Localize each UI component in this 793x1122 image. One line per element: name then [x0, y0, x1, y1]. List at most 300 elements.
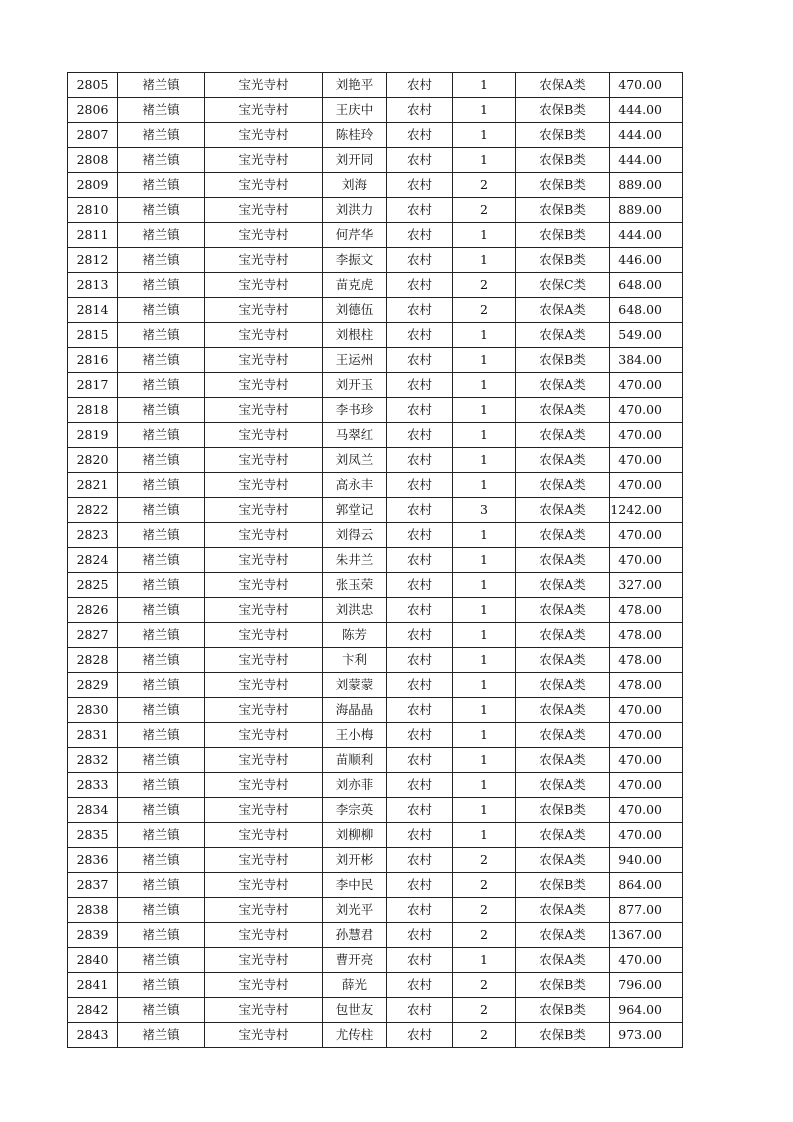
village-cell: 宝光寺村 — [205, 473, 323, 498]
household-type-cell: 农村 — [387, 948, 453, 973]
amount-cell: 327.00 — [610, 573, 683, 598]
name-cell: 李书珍 — [323, 398, 387, 423]
table-row — [68, 773, 683, 798]
insurance-category-cell: 农保C类 — [516, 273, 610, 298]
persons-count-cell: 2 — [453, 848, 516, 873]
village-cell: 宝光寺村 — [205, 973, 323, 998]
persons-count-cell: 1 — [453, 248, 516, 273]
persons-count-cell: 1 — [453, 673, 516, 698]
insurance-category-cell: 农保A类 — [516, 948, 610, 973]
amount-cell: 470.00 — [610, 423, 683, 448]
persons-count-cell: 1 — [453, 748, 516, 773]
serial-number-cell: 2827 — [68, 623, 118, 648]
household-type-cell: 农村 — [387, 148, 453, 173]
household-type-cell: 农村 — [387, 373, 453, 398]
table-row — [68, 623, 683, 648]
persons-count-cell: 1 — [453, 823, 516, 848]
persons-count-cell: 1 — [453, 698, 516, 723]
household-type-cell: 农村 — [387, 973, 453, 998]
household-type-cell: 农村 — [387, 448, 453, 473]
table-row — [68, 698, 683, 723]
insurance-category-cell: 农保A类 — [516, 648, 610, 673]
amount-cell: 549.00 — [610, 323, 683, 348]
amount-cell: 796.00 — [610, 973, 683, 998]
table-row — [68, 448, 683, 473]
records-table — [67, 72, 683, 1048]
name-cell: 海晶晶 — [323, 698, 387, 723]
persons-count-cell: 1 — [453, 648, 516, 673]
household-type-cell: 农村 — [387, 723, 453, 748]
town-cell: 褚兰镇 — [118, 298, 205, 323]
serial-number-cell: 2838 — [68, 898, 118, 923]
serial-number-cell: 2837 — [68, 873, 118, 898]
household-type-cell: 农村 — [387, 798, 453, 823]
town-cell: 褚兰镇 — [118, 98, 205, 123]
persons-count-cell: 1 — [453, 523, 516, 548]
table-row — [68, 548, 683, 573]
insurance-category-cell: 农保B类 — [516, 248, 610, 273]
amount-cell: 470.00 — [610, 748, 683, 773]
household-type-cell: 农村 — [387, 748, 453, 773]
household-type-cell: 农村 — [387, 498, 453, 523]
town-cell: 褚兰镇 — [118, 123, 205, 148]
table-row — [68, 973, 683, 998]
table-row — [68, 898, 683, 923]
persons-count-cell: 1 — [453, 623, 516, 648]
name-cell: 刘开同 — [323, 148, 387, 173]
town-cell: 褚兰镇 — [118, 248, 205, 273]
amount-cell: 940.00 — [610, 848, 683, 873]
insurance-category-cell: 农保A类 — [516, 598, 610, 623]
name-cell: 张玉荣 — [323, 573, 387, 598]
name-cell: 刘洪力 — [323, 198, 387, 223]
serial-number-cell: 2843 — [68, 1023, 118, 1048]
amount-cell: 1242.00 — [610, 498, 683, 523]
household-type-cell: 农村 — [387, 698, 453, 723]
persons-count-cell: 2 — [453, 298, 516, 323]
serial-number-cell: 2824 — [68, 548, 118, 573]
insurance-category-cell: 农保B类 — [516, 998, 610, 1023]
village-cell: 宝光寺村 — [205, 598, 323, 623]
persons-count-cell: 1 — [453, 398, 516, 423]
insurance-category-cell: 农保A类 — [516, 898, 610, 923]
persons-count-cell: 2 — [453, 173, 516, 198]
table-row — [68, 498, 683, 523]
insurance-category-cell: 农保A类 — [516, 398, 610, 423]
persons-count-cell: 1 — [453, 948, 516, 973]
village-cell: 宝光寺村 — [205, 748, 323, 773]
town-cell: 褚兰镇 — [118, 873, 205, 898]
household-type-cell: 农村 — [387, 573, 453, 598]
village-cell: 宝光寺村 — [205, 273, 323, 298]
town-cell: 褚兰镇 — [118, 523, 205, 548]
name-cell: 郭堂记 — [323, 498, 387, 523]
persons-count-cell: 2 — [453, 1023, 516, 1048]
table-row — [68, 523, 683, 548]
village-cell: 宝光寺村 — [205, 898, 323, 923]
village-cell: 宝光寺村 — [205, 73, 323, 98]
name-cell: 陈芳 — [323, 623, 387, 648]
persons-count-cell: 2 — [453, 998, 516, 1023]
amount-cell: 478.00 — [610, 623, 683, 648]
insurance-category-cell: 农保A类 — [516, 623, 610, 648]
insurance-category-cell: 农保B类 — [516, 173, 610, 198]
insurance-category-cell: 农保A类 — [516, 723, 610, 748]
village-cell: 宝光寺村 — [205, 948, 323, 973]
insurance-category-cell: 农保B类 — [516, 223, 610, 248]
name-cell: 刘德伍 — [323, 298, 387, 323]
village-cell: 宝光寺村 — [205, 173, 323, 198]
insurance-category-cell: 农保A类 — [516, 298, 610, 323]
serial-number-cell: 2806 — [68, 98, 118, 123]
table-row — [68, 798, 683, 823]
name-cell: 刘亦菲 — [323, 773, 387, 798]
insurance-category-cell: 农保A类 — [516, 748, 610, 773]
insurance-category-cell: 农保B类 — [516, 198, 610, 223]
amount-cell: 384.00 — [610, 348, 683, 373]
household-type-cell: 农村 — [387, 73, 453, 98]
town-cell: 褚兰镇 — [118, 398, 205, 423]
serial-number-cell: 2836 — [68, 848, 118, 873]
town-cell: 褚兰镇 — [118, 548, 205, 573]
name-cell: 曹开亮 — [323, 948, 387, 973]
village-cell: 宝光寺村 — [205, 498, 323, 523]
table-row — [68, 298, 683, 323]
village-cell: 宝光寺村 — [205, 723, 323, 748]
insurance-category-cell: 农保A类 — [516, 548, 610, 573]
town-cell: 褚兰镇 — [118, 198, 205, 223]
insurance-category-cell: 农保A类 — [516, 698, 610, 723]
amount-cell: 444.00 — [610, 98, 683, 123]
serial-number-cell: 2816 — [68, 348, 118, 373]
name-cell: 朱井兰 — [323, 548, 387, 573]
serial-number-cell: 2825 — [68, 573, 118, 598]
town-cell: 褚兰镇 — [118, 823, 205, 848]
household-type-cell: 农村 — [387, 523, 453, 548]
serial-number-cell: 2842 — [68, 998, 118, 1023]
serial-number-cell: 2811 — [68, 223, 118, 248]
household-type-cell: 农村 — [387, 98, 453, 123]
table-row — [68, 673, 683, 698]
persons-count-cell: 1 — [453, 98, 516, 123]
amount-cell: 444.00 — [610, 148, 683, 173]
town-cell: 褚兰镇 — [118, 1023, 205, 1048]
table-row — [68, 848, 683, 873]
serial-number-cell: 2807 — [68, 123, 118, 148]
table-row — [68, 98, 683, 123]
persons-count-cell: 1 — [453, 148, 516, 173]
amount-cell: 1367.00 — [610, 923, 683, 948]
serial-number-cell: 2813 — [68, 273, 118, 298]
table-row — [68, 348, 683, 373]
name-cell: 王庆中 — [323, 98, 387, 123]
town-cell: 褚兰镇 — [118, 698, 205, 723]
table-row — [68, 823, 683, 848]
village-cell: 宝光寺村 — [205, 923, 323, 948]
serial-number-cell: 2834 — [68, 798, 118, 823]
amount-cell: 973.00 — [610, 1023, 683, 1048]
village-cell: 宝光寺村 — [205, 848, 323, 873]
amount-cell: 470.00 — [610, 798, 683, 823]
amount-cell: 648.00 — [610, 298, 683, 323]
town-cell: 褚兰镇 — [118, 473, 205, 498]
serial-number-cell: 2814 — [68, 298, 118, 323]
name-cell: 刘根柱 — [323, 323, 387, 348]
town-cell: 褚兰镇 — [118, 948, 205, 973]
persons-count-cell: 1 — [453, 123, 516, 148]
insurance-category-cell: 农保B类 — [516, 1023, 610, 1048]
town-cell: 褚兰镇 — [118, 148, 205, 173]
serial-number-cell: 2840 — [68, 948, 118, 973]
table-row — [68, 723, 683, 748]
name-cell: 李中民 — [323, 873, 387, 898]
town-cell: 褚兰镇 — [118, 648, 205, 673]
table-row — [68, 648, 683, 673]
household-type-cell: 农村 — [387, 673, 453, 698]
household-type-cell: 农村 — [387, 198, 453, 223]
serial-number-cell: 2821 — [68, 473, 118, 498]
amount-cell: 864.00 — [610, 873, 683, 898]
amount-cell: 889.00 — [610, 173, 683, 198]
serial-number-cell: 2812 — [68, 248, 118, 273]
persons-count-cell: 2 — [453, 198, 516, 223]
amount-cell: 648.00 — [610, 273, 683, 298]
persons-count-cell: 1 — [453, 723, 516, 748]
insurance-category-cell: 农保B类 — [516, 973, 610, 998]
insurance-category-cell: 农保A类 — [516, 823, 610, 848]
name-cell: 马翠红 — [323, 423, 387, 448]
insurance-category-cell: 农保A类 — [516, 448, 610, 473]
name-cell: 高永丰 — [323, 473, 387, 498]
serial-number-cell: 2831 — [68, 723, 118, 748]
table-body — [68, 73, 683, 1048]
table-row — [68, 873, 683, 898]
persons-count-cell: 2 — [453, 973, 516, 998]
insurance-category-cell: 农保A类 — [516, 73, 610, 98]
serial-number-cell: 2810 — [68, 198, 118, 223]
village-cell: 宝光寺村 — [205, 198, 323, 223]
insurance-category-cell: 农保B类 — [516, 123, 610, 148]
amount-cell: 478.00 — [610, 598, 683, 623]
town-cell: 褚兰镇 — [118, 423, 205, 448]
insurance-category-cell: 农保A类 — [516, 923, 610, 948]
name-cell: 王小梅 — [323, 723, 387, 748]
village-cell: 宝光寺村 — [205, 623, 323, 648]
name-cell: 刘海 — [323, 173, 387, 198]
village-cell: 宝光寺村 — [205, 998, 323, 1023]
persons-count-cell: 1 — [453, 73, 516, 98]
insurance-category-cell: 农保A类 — [516, 498, 610, 523]
table-row — [68, 123, 683, 148]
amount-cell: 877.00 — [610, 898, 683, 923]
table-row — [68, 323, 683, 348]
household-type-cell: 农村 — [387, 773, 453, 798]
household-type-cell: 农村 — [387, 423, 453, 448]
household-type-cell: 农村 — [387, 923, 453, 948]
name-cell: 卞利 — [323, 648, 387, 673]
serial-number-cell: 2823 — [68, 523, 118, 548]
persons-count-cell: 1 — [453, 548, 516, 573]
town-cell: 褚兰镇 — [118, 798, 205, 823]
village-cell: 宝光寺村 — [205, 448, 323, 473]
persons-count-cell: 1 — [453, 223, 516, 248]
table-row — [68, 473, 683, 498]
insurance-category-cell: 农保A类 — [516, 373, 610, 398]
table-row — [68, 598, 683, 623]
household-type-cell: 农村 — [387, 248, 453, 273]
household-type-cell: 农村 — [387, 273, 453, 298]
town-cell: 褚兰镇 — [118, 673, 205, 698]
serial-number-cell: 2841 — [68, 973, 118, 998]
insurance-category-cell: 农保A类 — [516, 773, 610, 798]
amount-cell: 470.00 — [610, 773, 683, 798]
table-row — [68, 248, 683, 273]
table-row — [68, 173, 683, 198]
table-row — [68, 1023, 683, 1048]
amount-cell: 478.00 — [610, 648, 683, 673]
table-row — [68, 398, 683, 423]
serial-number-cell: 2820 — [68, 448, 118, 473]
amount-cell: 446.00 — [610, 248, 683, 273]
household-type-cell: 农村 — [387, 648, 453, 673]
village-cell: 宝光寺村 — [205, 548, 323, 573]
name-cell: 孙慧君 — [323, 923, 387, 948]
table-row — [68, 748, 683, 773]
household-type-cell: 农村 — [387, 473, 453, 498]
serial-number-cell: 2815 — [68, 323, 118, 348]
household-type-cell: 农村 — [387, 173, 453, 198]
amount-cell: 470.00 — [610, 373, 683, 398]
serial-number-cell: 2826 — [68, 598, 118, 623]
household-type-cell: 农村 — [387, 848, 453, 873]
village-cell: 宝光寺村 — [205, 373, 323, 398]
town-cell: 褚兰镇 — [118, 723, 205, 748]
village-cell: 宝光寺村 — [205, 248, 323, 273]
insurance-category-cell: 农保A类 — [516, 473, 610, 498]
household-type-cell: 农村 — [387, 898, 453, 923]
amount-cell: 444.00 — [610, 223, 683, 248]
name-cell: 王运州 — [323, 348, 387, 373]
serial-number-cell: 2830 — [68, 698, 118, 723]
village-cell: 宝光寺村 — [205, 323, 323, 348]
village-cell: 宝光寺村 — [205, 673, 323, 698]
town-cell: 褚兰镇 — [118, 848, 205, 873]
name-cell: 陈桂玲 — [323, 123, 387, 148]
persons-count-cell: 1 — [453, 423, 516, 448]
name-cell: 尤传柱 — [323, 1023, 387, 1048]
town-cell: 褚兰镇 — [118, 73, 205, 98]
serial-number-cell: 2828 — [68, 648, 118, 673]
name-cell: 李振文 — [323, 248, 387, 273]
town-cell: 褚兰镇 — [118, 223, 205, 248]
persons-count-cell: 2 — [453, 898, 516, 923]
table-row — [68, 948, 683, 973]
insurance-category-cell: 农保A类 — [516, 673, 610, 698]
town-cell: 褚兰镇 — [118, 573, 205, 598]
insurance-category-cell: 农保A类 — [516, 573, 610, 598]
amount-cell: 470.00 — [610, 473, 683, 498]
name-cell: 李宗英 — [323, 798, 387, 823]
village-cell: 宝光寺村 — [205, 573, 323, 598]
serial-number-cell: 2829 — [68, 673, 118, 698]
persons-count-cell: 1 — [453, 798, 516, 823]
village-cell: 宝光寺村 — [205, 798, 323, 823]
persons-count-cell: 1 — [453, 448, 516, 473]
insurance-category-cell: 农保A类 — [516, 423, 610, 448]
persons-count-cell: 1 — [453, 473, 516, 498]
household-type-cell: 农村 — [387, 598, 453, 623]
amount-cell: 470.00 — [610, 948, 683, 973]
household-type-cell: 农村 — [387, 548, 453, 573]
table-row — [68, 573, 683, 598]
village-cell: 宝光寺村 — [205, 823, 323, 848]
table-row — [68, 423, 683, 448]
village-cell: 宝光寺村 — [205, 523, 323, 548]
serial-number-cell: 2805 — [68, 73, 118, 98]
village-cell: 宝光寺村 — [205, 223, 323, 248]
table-row — [68, 223, 683, 248]
amount-cell: 470.00 — [610, 698, 683, 723]
name-cell: 刘开玉 — [323, 373, 387, 398]
village-cell: 宝光寺村 — [205, 123, 323, 148]
amount-cell: 470.00 — [610, 548, 683, 573]
name-cell: 刘洪忠 — [323, 598, 387, 623]
town-cell: 褚兰镇 — [118, 923, 205, 948]
persons-count-cell: 1 — [453, 348, 516, 373]
name-cell: 刘开彬 — [323, 848, 387, 873]
insurance-category-cell: 农保B类 — [516, 98, 610, 123]
amount-cell: 964.00 — [610, 998, 683, 1023]
table-row — [68, 998, 683, 1023]
persons-count-cell: 1 — [453, 373, 516, 398]
town-cell: 褚兰镇 — [118, 348, 205, 373]
serial-number-cell: 2808 — [68, 148, 118, 173]
household-type-cell: 农村 — [387, 998, 453, 1023]
name-cell: 刘凤兰 — [323, 448, 387, 473]
household-type-cell: 农村 — [387, 823, 453, 848]
table-row — [68, 198, 683, 223]
table-row — [68, 273, 683, 298]
table-row — [68, 148, 683, 173]
town-cell: 褚兰镇 — [118, 448, 205, 473]
insurance-category-cell: 农保B类 — [516, 348, 610, 373]
town-cell: 褚兰镇 — [118, 773, 205, 798]
village-cell: 宝光寺村 — [205, 398, 323, 423]
village-cell: 宝光寺村 — [205, 298, 323, 323]
village-cell: 宝光寺村 — [205, 98, 323, 123]
name-cell: 何芹华 — [323, 223, 387, 248]
persons-count-cell: 1 — [453, 598, 516, 623]
household-type-cell: 农村 — [387, 223, 453, 248]
serial-number-cell: 2835 — [68, 823, 118, 848]
household-type-cell: 农村 — [387, 873, 453, 898]
amount-cell: 470.00 — [610, 523, 683, 548]
household-type-cell: 农村 — [387, 123, 453, 148]
name-cell: 刘柳柳 — [323, 823, 387, 848]
household-type-cell: 农村 — [387, 298, 453, 323]
serial-number-cell: 2833 — [68, 773, 118, 798]
amount-cell: 444.00 — [610, 123, 683, 148]
town-cell: 褚兰镇 — [118, 748, 205, 773]
town-cell: 褚兰镇 — [118, 598, 205, 623]
household-type-cell: 农村 — [387, 398, 453, 423]
insurance-category-cell: 农保B类 — [516, 873, 610, 898]
serial-number-cell: 2818 — [68, 398, 118, 423]
household-type-cell: 农村 — [387, 623, 453, 648]
town-cell: 褚兰镇 — [118, 973, 205, 998]
name-cell: 刘得云 — [323, 523, 387, 548]
serial-number-cell: 2809 — [68, 173, 118, 198]
